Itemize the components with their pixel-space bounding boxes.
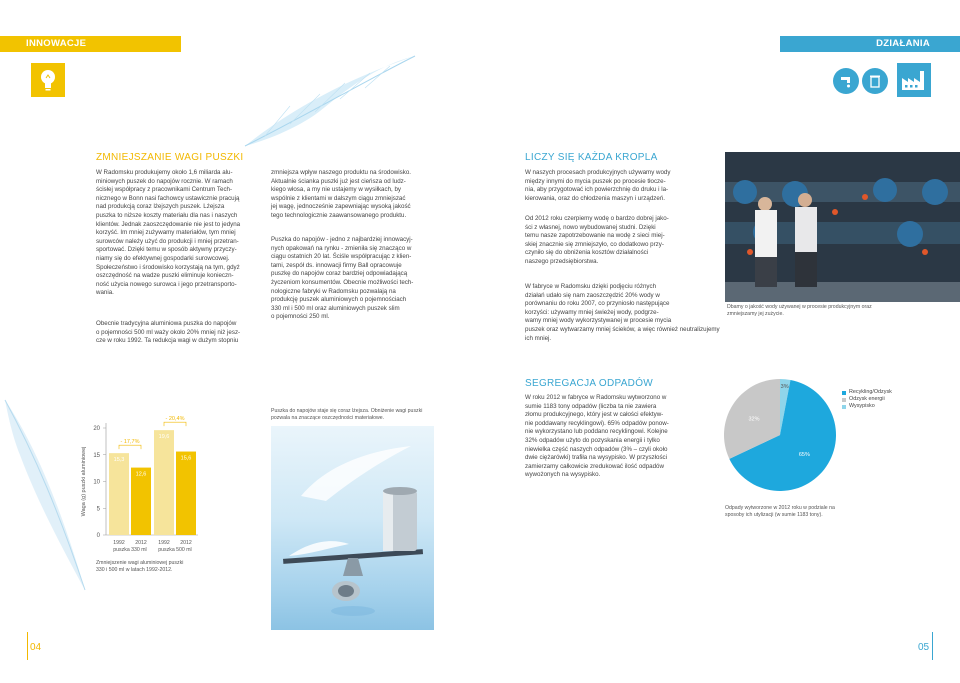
pie-legend: [842, 389, 892, 410]
section-bar-innowacje: [0, 36, 181, 52]
bar: [176, 452, 196, 535]
x-group-label: puszka 330 ml: [113, 547, 147, 553]
bar-chart-caption: Zmniejszenie wagi aluminiowej puszki 330 i 500 ml w latach 1992-2012.: [96, 560, 184, 573]
legend-swatch: [842, 398, 846, 402]
corner-line-left: [27, 632, 28, 660]
paragraph-weight-4: Puszka do napojów - jedno z najbardziej innowacyj- nych opakowań na rynku - zmieniła się znacząco w ciągu ostatnich 20 lat. Ściśle współpracując z klien- tami, zespół ds. innowacji firmy Ball opracowuje puszkę do napojów coraz bardziej odpowiadającą życzeniom konsumentów. Obecnie możliwości tech- nologiczne fabryki w Radomsku pozwalają na produkcję puszek aluminiowych o pojemnościach 330 ml i 500 ml oraz aluminiowych puszek slim o pojemności 250 ml.: [271, 236, 414, 321]
bar: [154, 430, 174, 535]
x-tick-label: 1992: [158, 540, 170, 546]
pie-slice-label: 32%: [748, 416, 760, 423]
factory-icon: [897, 63, 931, 97]
paragraph-water-1: W naszych procesach produkcyjnych używamy wody między innymi do mycia puszek po procesie tłocze- nia, aby przygotować ich powierzchnię do druku i la- kierowania, oraz do chłodzenia maszyn i urządzeń.: [525, 169, 671, 202]
paragraph-water-2: Od 2012 roku czerpiemy wodę o bardzo dobrej jako- ści z własnej, nowo wybudowanej studni. Dzięki temu nasze zapotrzebowanie na wodę z sieci miej- skiej znacznie się zmniejszyło, co dodatkowo przy- czyniło się do obniżenia kosztów działalności naszego przedsiębiorstwa.: [525, 215, 669, 265]
legend-item: [842, 389, 892, 396]
paragraph-water-3: W fabryce w Radomsku dzięki podjęciu różnych działań udało się nam zaoszczędzić 20% wody w porównaniu do roku 2007, co przyniosło następujące korzyści: używamy mniej świeżej wody, podgrze- wamy mniej wody wykorzystywanej w procesie mycia puszek oraz wytwarzamy mniej ścieków, a więc również neutralizujemy ich mniej.: [525, 283, 720, 342]
can-balance-photo: [271, 426, 434, 630]
bar-value-label: 15,3: [113, 457, 125, 464]
bar-value-label: 19,6: [158, 434, 170, 441]
pie-slice-label: 65%: [798, 451, 810, 458]
section-label-left: INNOWACJE: [26, 38, 87, 49]
pie-chart-caption: Odpady wytworzone w 2012 roku w podziale na sposoby ich utylizacji (w sumie 1183 tony).: [725, 505, 835, 518]
page-number-left: 04: [30, 642, 42, 653]
y-axis-label: Waga (g) puszki aluminiowej: [81, 446, 87, 517]
legend-label: Wysypisko: [849, 403, 875, 409]
bar-value-label: 12,6: [135, 471, 147, 478]
section-title-water: LICZY SIĘ KAŻDA KROPLA: [525, 152, 658, 163]
reduction-bracket: [119, 445, 141, 449]
can-photo-caption: Puszka do napojów staje się coraz lżejsza. Obniżenie wagi puszki pozwala na znaczące oszczędności materiałowe.: [271, 408, 423, 421]
water-tap-icon: [833, 68, 859, 94]
paragraph-waste: W roku 2012 w fabryce w Radomsku wytworzono w sumie 1183 tony odpadów (liczba ta nie zawiera złomu produkcyjnego, który jest w całości efektyw- nie poddawany recyklingowi). 65% odpadów ponow- nie wykorzystano lub poddano recyklingowi. Kolejne 32% odpadów użyto do pozyskania energii i tylko niewielka część naszych odpadów (3% – czyli około dwie ciężarówki) trafiła na wysypisko. W przyszłości zamierzamy całkowicie zredukować ilość odpadów wywożonych na wysypisko.: [525, 394, 669, 479]
legend-swatch: [842, 391, 846, 395]
section-title-weight: ZMNIEJSZANIE WAGI PUSZKI: [96, 152, 244, 163]
section-title-waste: SEGREGACJA ODPADÓW: [525, 378, 654, 389]
bar: [131, 468, 151, 535]
paragraph-weight-1: W Radomsku produkujemy około 1,6 miliarda alu- miniowych puszek do napojów rocznie. W ramach ścisłej współpracy z pracownikami Centrum Tech- nicznego w Bonn nasi fachowcy ustawicznie pracują nad produkcją coraz lżejszych puszek. Lżejsza puszka to niższe koszty materiału dla nas i naszych klientów. Jednak zaoszczędowanie nie jest to jedyna korzyść. Im mniej zużywamy materiałów, tym mniej surowców należy użyć do produkcji i mniej przetran- sportować. Dzięki temu w sposób aktywny przyczy- niamy się do efektywnej gospodarki surowcowej. Społeczeństwo i środowisko korzystają na tym, gdyż oszczędność na wadze puszki eliminuje konieczn- ność użycia nowego surowca i jego przetransporto- wania.: [96, 169, 241, 297]
x-group-label: puszka 500 ml: [158, 547, 192, 553]
lightbulb-icon-tile: [31, 63, 65, 97]
x-tick-label: 1992: [113, 540, 125, 546]
reduction-bracket: [164, 422, 186, 426]
bar-value-label: 15,6: [180, 455, 192, 462]
y-tick-label: 15: [93, 452, 100, 459]
waste-pie-chart: [720, 375, 840, 495]
x-tick-label: 2012: [180, 540, 192, 546]
reduction-annotation: - 17,7%: [120, 439, 140, 446]
page-number-right: 05: [918, 642, 930, 653]
pie-slice-label: 3%: [780, 383, 789, 390]
legend-label: Recykling/Odzysk: [849, 389, 892, 395]
paragraph-weight-2: Obecnie tradycyjna aluminiowa puszka do napojów o pojemności 500 ml waży około 20% mniej niż jesz- cze w roku 1992. Ta redukcja wagi w dużym stopniu: [96, 320, 241, 345]
water-facility-photo: [725, 152, 960, 302]
feather-decoration-top: [235, 36, 425, 156]
y-tick-label: 10: [93, 479, 100, 486]
legend-label: Odzysk energii: [849, 396, 885, 402]
water-photo-caption: Dbamy o jakość wody używanej w procesie produkcyjnym oraz zmniejszamy jej zużycie.: [727, 304, 872, 317]
y-tick-label: 0: [96, 533, 100, 539]
section-label-right: DZIAŁANIA: [876, 38, 930, 49]
lightbulb-icon: [31, 63, 65, 97]
reduction-annotation: - 20,4%: [165, 416, 185, 423]
legend-item: [842, 396, 892, 403]
legend-item: [842, 403, 892, 410]
recycle-bin-icon: [862, 68, 888, 94]
y-tick-label: 5: [96, 506, 100, 513]
legend-swatch: [842, 405, 846, 409]
y-tick-label: 20: [93, 426, 100, 432]
corner-line-right: [932, 632, 933, 660]
can-weight-bar-chart: [76, 400, 206, 560]
bar: [109, 453, 129, 535]
paragraph-weight-3: zmniejsza wpływ naszego produktu na środowisko. Aktualnie ścianka puszki już jest cieńsza od ludz- kiego włosa, a my nie ustajemy w wysiłkach, by wspólnie z klientami w dalszym ciągu zmniejszać jej wagę, jednocześnie zapewniając wysoką jakość tego technologicznie zaawansowanego produktu.: [271, 169, 411, 219]
section-bar-dzialania: [780, 36, 960, 52]
x-tick-label: 2012: [135, 540, 147, 546]
